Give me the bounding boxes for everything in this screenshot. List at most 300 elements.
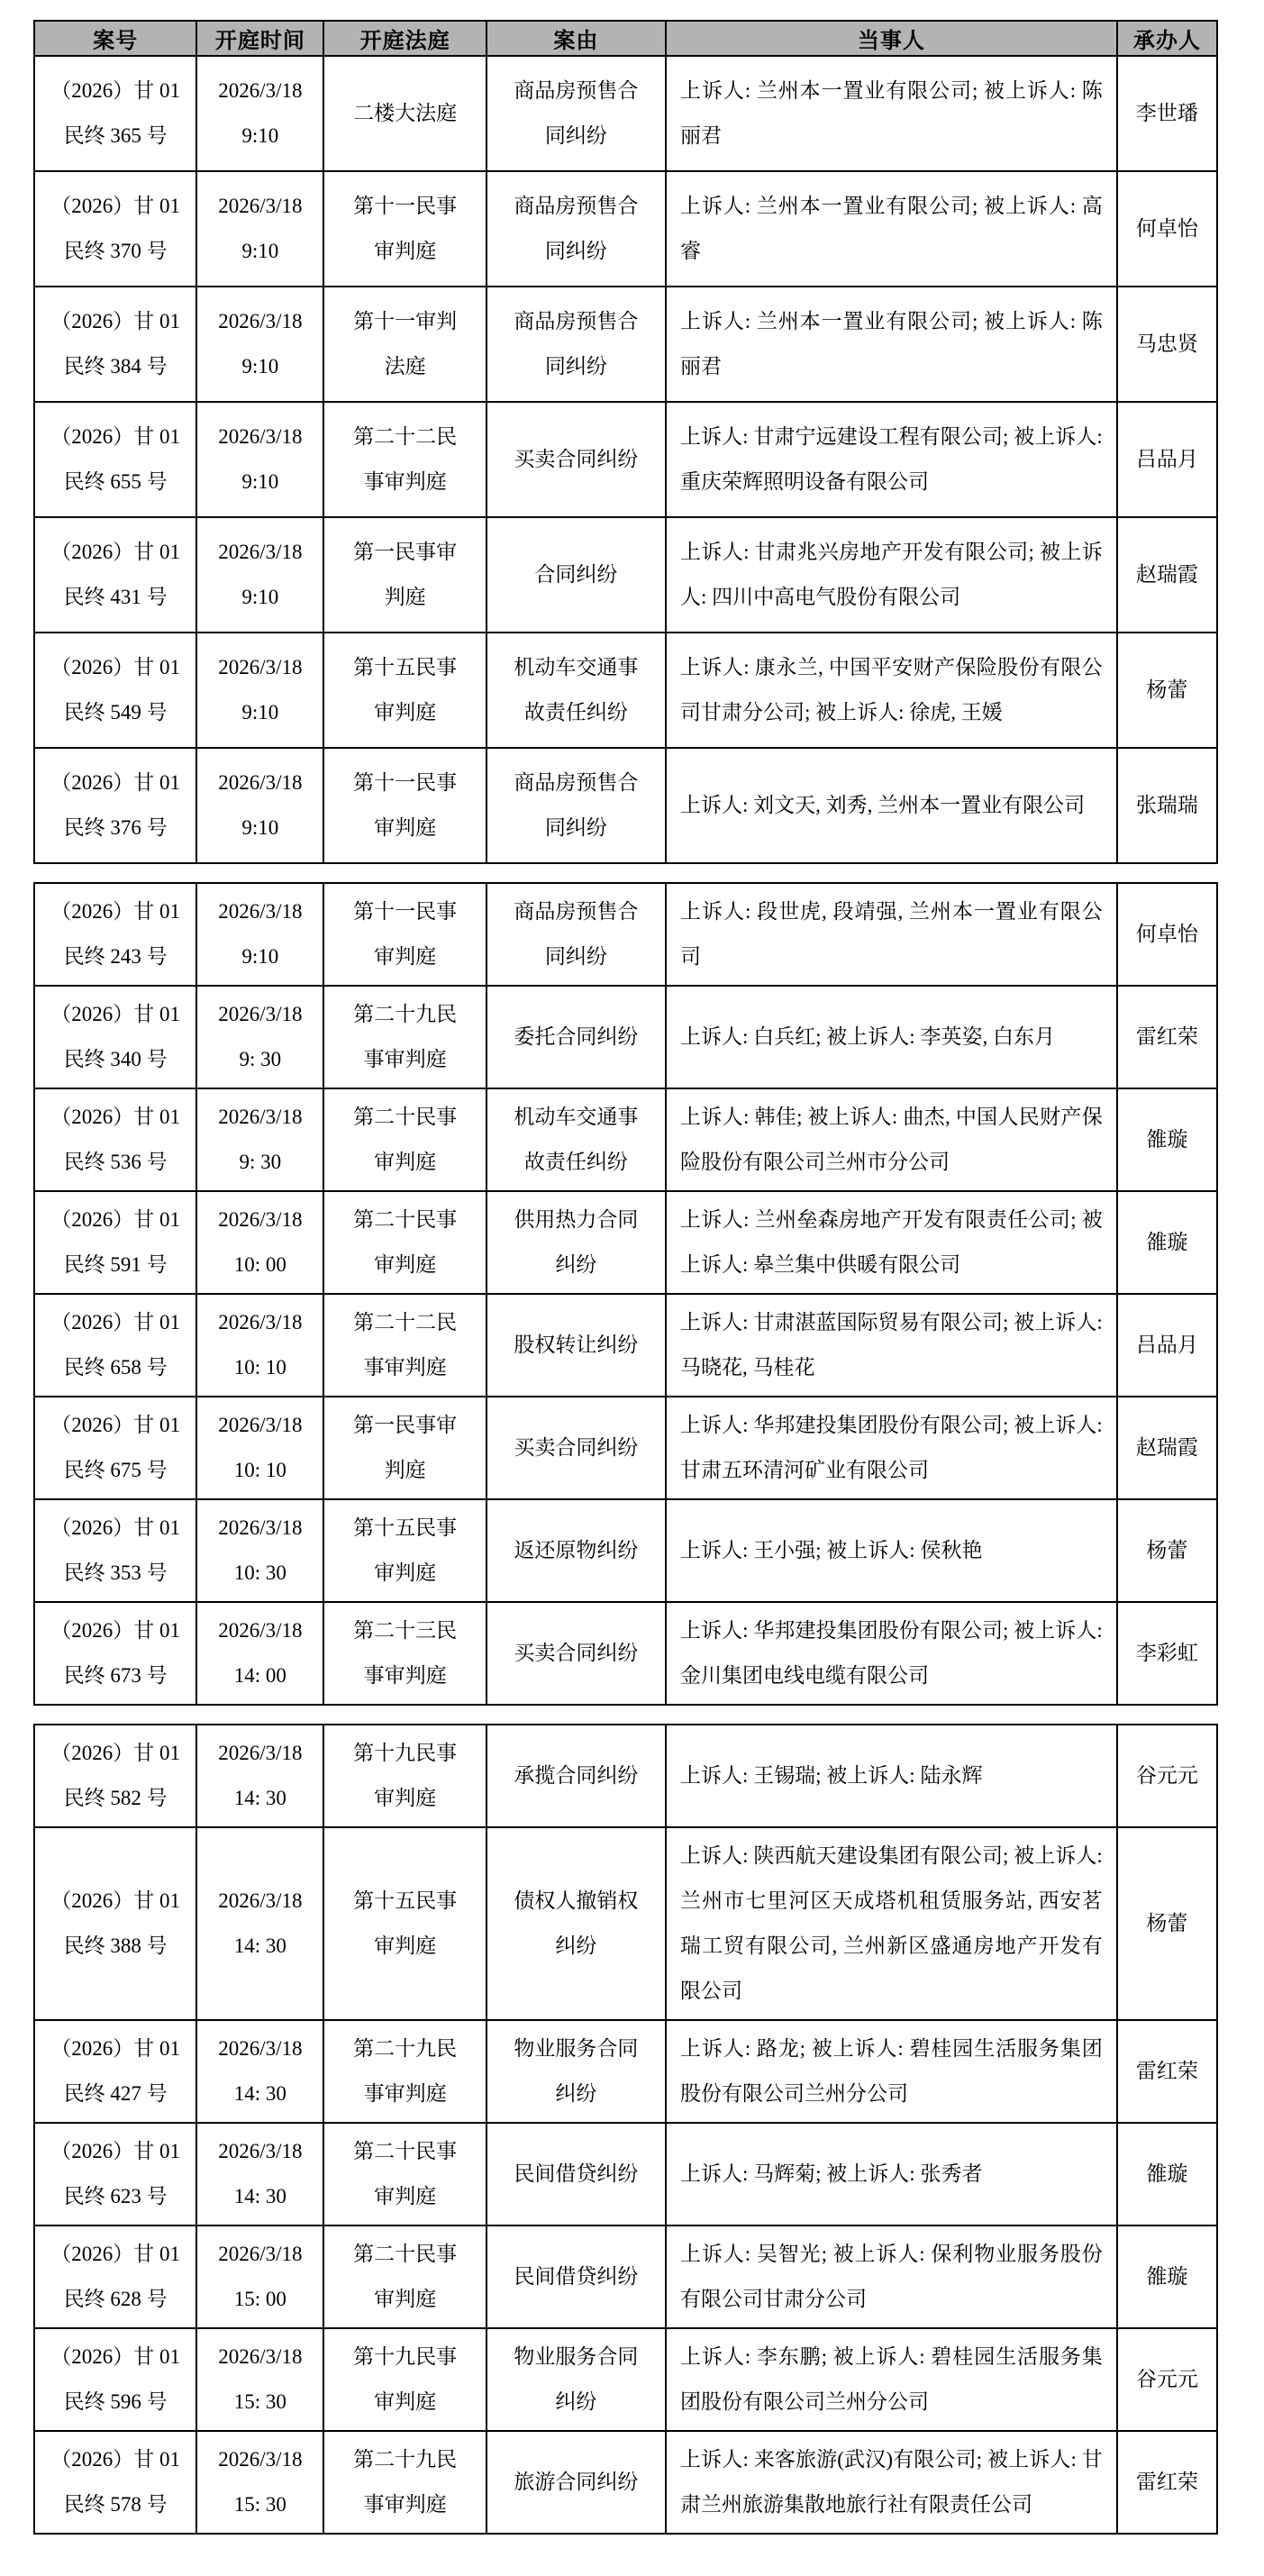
courtroom-text: 第一民事审判庭 (353, 1414, 458, 1481)
handler-cell: 杨蕾 (1117, 1499, 1217, 1602)
cause-of-action-text: 机动车交通事故责任纠纷 (514, 1106, 639, 1173)
hearing-time-cell (196, 1088, 323, 1191)
case-number-cell (34, 1294, 196, 1397)
cause-of-action-cell (487, 2328, 666, 2431)
case-number-cell (34, 1397, 196, 1499)
hearing-time-line: 15: 00 (233, 2288, 286, 2310)
courtroom-cell (323, 748, 486, 863)
table-body (34, 1725, 1217, 2534)
case-row (34, 1602, 1217, 1705)
courtroom-text: 第十九民事审判庭 (353, 1742, 458, 1809)
case-number-line: （2026）甘 01 (50, 2345, 180, 2368)
case-row (34, 402, 1217, 517)
case-number-line: 民终 370 号 (63, 240, 168, 262)
courtroom-cell (323, 1088, 486, 1191)
schedule-table-section-2 (33, 882, 1218, 1706)
hearing-time-line: 2026/3/18 (218, 1003, 303, 1025)
cause-of-action-text: 承揽合同纠纷 (514, 1764, 639, 1787)
schedule-table-section-3 (33, 1724, 1218, 2535)
cause-of-action-text: 民间借贷纠纷 (514, 2162, 639, 2185)
hearing-time-line: 2026/3/18 (218, 2345, 303, 2368)
case-number-cell (34, 1827, 196, 2020)
case-number-line: （2026）甘 01 (50, 1889, 180, 1912)
table-body (34, 883, 1217, 1705)
case-number-cell (34, 171, 196, 287)
handler-cell: 雒璇 (1117, 2226, 1217, 2328)
case-number-cell (34, 287, 196, 402)
cause-of-action-text: 供用热力合同纠纷 (514, 1208, 639, 1276)
parties-cell: 上诉人: 陕西航天建设集团有限公司; 被上诉人: 兰州市七里河区天成塔机租赁服务站, 西安茗瑞工贸有限公司, 兰州新区盛通房地产开发有限公司 (666, 1827, 1117, 2020)
courtroom-cell (323, 1499, 486, 1602)
case-row (34, 2226, 1217, 2328)
cause-of-action-text: 返还原物纠纷 (514, 1539, 639, 1561)
handler-cell: 赵瑞霞 (1117, 1397, 1217, 1499)
cause-of-action-text: 买卖合同纠纷 (514, 1642, 639, 1664)
table-header (34, 21, 1217, 56)
hearing-time-line: 2026/3/18 (218, 2448, 303, 2471)
hearing-time-line: 2026/3/18 (218, 1414, 303, 1436)
hearing-time-line: 2026/3/18 (218, 1106, 303, 1128)
case-number-line: 民终 582 号 (63, 1787, 168, 1809)
case-number-line: 民终 596 号 (63, 2390, 168, 2413)
courtroom-cell (323, 1827, 486, 2020)
column-header-case_no: 案号 (34, 21, 196, 56)
courtroom-text: 第十五民事审判庭 (353, 656, 458, 724)
courtroom-cell (323, 2328, 486, 2431)
cause-of-action-cell (487, 1397, 666, 1499)
case-number-line: （2026）甘 01 (50, 1106, 180, 1128)
case-number-line: 民终 365 号 (63, 124, 168, 147)
parties-cell: 上诉人: 韩佳; 被上诉人: 曲杰, 中国人民财产保险股份有限公司兰州市分公司 (666, 1088, 1117, 1191)
cause-of-action-cell (487, 883, 666, 986)
courtroom-text: 第二十二民事审判庭 (353, 425, 458, 493)
case-number-line: （2026）甘 01 (50, 900, 180, 923)
case-row (34, 1191, 1217, 1294)
courtroom-text: 第二十三民事审判庭 (353, 1619, 458, 1687)
hearing-time-cell (196, 2431, 323, 2534)
case-number-cell (34, 633, 196, 748)
hearing-time-line: 9:10 (241, 586, 279, 608)
cause-of-action-cell (487, 633, 666, 748)
handler-cell: 雒璇 (1117, 1088, 1217, 1191)
hearing-time-line: 2026/3/18 (218, 79, 303, 102)
cause-of-action-cell (487, 517, 666, 633)
handler-cell: 雷红荣 (1117, 2431, 1217, 2534)
courtroom-cell (323, 2020, 486, 2123)
hearing-time-cell (196, 56, 323, 171)
hearing-time-line: 2026/3/18 (218, 1516, 303, 1539)
case-number-cell (34, 1499, 196, 1602)
case-row (34, 1499, 1217, 1602)
parties-cell: 上诉人: 甘肃宁远建设工程有限公司; 被上诉人: 重庆荣辉照明设备有限公司 (666, 402, 1117, 517)
case-number-cell (34, 56, 196, 171)
hearing-time-cell (196, 986, 323, 1088)
hearing-time-line: 2026/3/18 (218, 656, 303, 678)
parties-cell: 上诉人: 王锡瑞; 被上诉人: 陆永辉 (666, 1725, 1117, 1827)
parties-cell: 上诉人: 李东鹏; 被上诉人: 碧桂园生活服务集团股份有限公司兰州分公司 (666, 2328, 1117, 2431)
case-number-cell (34, 2431, 196, 2534)
courtroom-text: 第十五民事审判庭 (353, 1889, 458, 1957)
handler-cell: 何卓怡 (1117, 883, 1217, 986)
case-number-line: （2026）甘 01 (50, 1208, 180, 1231)
courtroom-cell (323, 1294, 486, 1397)
hearing-time-line: 9:10 (241, 470, 279, 493)
hearing-time-cell (196, 2226, 323, 2328)
case-number-line: （2026）甘 01 (50, 2448, 180, 2471)
handler-cell: 马忠贤 (1117, 287, 1217, 402)
hearing-time-cell (196, 633, 323, 748)
case-number-line: 民终 591 号 (63, 1253, 168, 1276)
handler-cell: 雷红荣 (1117, 2020, 1217, 2123)
parties-cell: 上诉人: 马辉菊; 被上诉人: 张秀者 (666, 2123, 1117, 2226)
case-number-line: 民终 536 号 (63, 1151, 168, 1173)
hearing-time-cell (196, 1294, 323, 1397)
hearing-time-line: 9: 30 (239, 1048, 282, 1070)
case-number-cell (34, 2123, 196, 2226)
hearing-time-line: 9:10 (241, 240, 279, 262)
hearing-time-line: 9:10 (241, 124, 279, 147)
parties-cell: 上诉人: 吴智光; 被上诉人: 保利物业服务股份有限公司甘肃分公司 (666, 2226, 1117, 2328)
handler-cell: 谷元元 (1117, 2328, 1217, 2431)
hearing-time-line: 2026/3/18 (218, 425, 303, 448)
case-number-line: （2026）甘 01 (50, 1619, 180, 1642)
hearing-time-line: 2026/3/18 (218, 310, 303, 332)
courtroom-text: 第十一民事审判庭 (353, 195, 458, 262)
courtroom-text: 第二十二民事审判庭 (353, 1311, 458, 1379)
cause-of-action-cell (487, 1191, 666, 1294)
parties-cell: 上诉人: 甘肃湛蓝国际贸易有限公司; 被上诉人: 马晓花, 马桂花 (666, 1294, 1117, 1397)
hearing-time-line: 14: 30 (233, 2185, 286, 2207)
case-row (34, 2431, 1217, 2534)
courtroom-cell (323, 171, 486, 287)
courtroom-text: 第二十民事审判庭 (353, 2140, 458, 2207)
hearing-time-line: 14: 30 (233, 1787, 286, 1809)
cause-of-action-text: 商品房预售合同纠纷 (514, 771, 639, 839)
case-number-line: （2026）甘 01 (50, 2037, 180, 2060)
cause-of-action-text: 买卖合同纠纷 (514, 1436, 639, 1459)
handler-cell: 吕品月 (1117, 402, 1217, 517)
hearing-time-line: 2026/3/18 (218, 2037, 303, 2060)
case-row (34, 986, 1217, 1088)
case-number-line: 民终 243 号 (63, 945, 168, 968)
courtroom-text: 第二十民事审判庭 (353, 2243, 458, 2310)
cause-of-action-cell (487, 1088, 666, 1191)
parties-cell: 上诉人: 甘肃兆兴房地产开发有限公司; 被上诉人: 四川中高电气股份有限公司 (666, 517, 1117, 633)
cause-of-action-cell (487, 2020, 666, 2123)
case-number-line: （2026）甘 01 (50, 2243, 180, 2265)
courtroom-cell (323, 2123, 486, 2226)
case-number-cell (34, 883, 196, 986)
hearing-time-line: 9:10 (241, 945, 279, 968)
cause-of-action-cell (487, 1294, 666, 1397)
handler-cell: 张瑞瑞 (1117, 748, 1217, 863)
case-row (34, 2328, 1217, 2431)
cause-of-action-cell (487, 2431, 666, 2534)
hearing-time-cell (196, 517, 323, 633)
cause-of-action-text: 旅游合同纠纷 (514, 2471, 639, 2493)
cause-of-action-cell (487, 2226, 666, 2328)
case-number-line: 民终 675 号 (63, 1459, 168, 1481)
hearing-time-cell (196, 2328, 323, 2431)
case-number-line: （2026）甘 01 (50, 656, 180, 678)
column-header-handler: 承办人 (1117, 21, 1217, 56)
case-number-line: （2026）甘 01 (50, 79, 180, 102)
cause-of-action-text: 合同纠纷 (534, 563, 618, 586)
hearing-time-line: 2026/3/18 (218, 1742, 303, 1764)
hearing-time-line: 10: 10 (233, 1459, 286, 1481)
parties-cell: 上诉人: 华邦建投集团股份有限公司; 被上诉人: 金川集团电线电缆有限公司 (666, 1602, 1117, 1705)
courtroom-cell (323, 287, 486, 402)
handler-cell: 李彩虹 (1117, 1602, 1217, 1705)
handler-cell: 杨蕾 (1117, 633, 1217, 748)
parties-cell: 上诉人: 兰州本一置业有限公司; 被上诉人: 陈丽君 (666, 56, 1117, 171)
cause-of-action-cell (487, 1602, 666, 1705)
courtroom-text: 第十五民事审判庭 (353, 1516, 458, 1584)
case-number-line: （2026）甘 01 (50, 1516, 180, 1539)
hearing-time-line: 14: 30 (233, 2082, 286, 2105)
cause-of-action-cell (487, 2123, 666, 2226)
cause-of-action-cell (487, 986, 666, 1088)
case-row (34, 1088, 1217, 1191)
cause-of-action-text: 物业服务合同纠纷 (514, 2037, 639, 2105)
case-number-line: 民终 353 号 (63, 1561, 168, 1584)
cause-of-action-text: 商品房预售合同纠纷 (514, 195, 639, 262)
case-number-line: （2026）甘 01 (50, 310, 180, 332)
handler-cell: 杨蕾 (1117, 1827, 1217, 2020)
column-header-cause: 案由 (487, 21, 666, 56)
cause-of-action-text: 商品房预售合同纠纷 (514, 79, 639, 147)
case-row (34, 633, 1217, 748)
case-row (34, 56, 1217, 171)
case-number-line: 民终 658 号 (63, 1356, 168, 1379)
case-number-line: 民终 623 号 (63, 2185, 168, 2207)
courtroom-cell (323, 1725, 486, 1827)
courtroom-text: 第十一审判法庭 (353, 310, 458, 378)
courtroom-text: 第二十民事审判庭 (353, 1208, 458, 1276)
courtroom-cell (323, 986, 486, 1088)
hearing-time-line: 9: 30 (239, 1151, 282, 1173)
case-number-line: （2026）甘 01 (50, 1414, 180, 1436)
parties-cell: 上诉人: 华邦建投集团股份有限公司; 被上诉人: 甘肃五环清河矿业有限公司 (666, 1397, 1117, 1499)
column-header-time: 开庭时间 (196, 21, 323, 56)
hearing-time-line: 2026/3/18 (218, 1619, 303, 1642)
hearing-time-cell (196, 1499, 323, 1602)
case-number-line: 民终 427 号 (63, 2082, 168, 2105)
case-number-cell (34, 748, 196, 863)
cause-of-action-text: 委托合同纠纷 (514, 1025, 639, 1048)
hearing-time-cell (196, 748, 323, 863)
case-row (34, 748, 1217, 863)
parties-cell: 上诉人: 兰州本一置业有限公司; 被上诉人: 陈丽君 (666, 287, 1117, 402)
hearing-time-line: 9:10 (241, 701, 279, 724)
hearing-time-cell (196, 1191, 323, 1294)
case-number-cell (34, 2328, 196, 2431)
parties-cell: 上诉人: 兰州本一置业有限公司; 被上诉人: 高睿 (666, 171, 1117, 287)
hearing-time-line: 2026/3/18 (218, 771, 303, 794)
case-number-line: （2026）甘 01 (50, 425, 180, 448)
hearing-time-line: 2026/3/18 (218, 2243, 303, 2265)
case-number-cell (34, 2020, 196, 2123)
hearing-time-line: 15: 30 (233, 2493, 286, 2516)
cause-of-action-text: 物业服务合同纠纷 (514, 2345, 639, 2413)
hearing-time-line: 15: 30 (233, 2390, 286, 2413)
case-number-line: 民终 388 号 (63, 1934, 168, 1957)
courtroom-cell (323, 2226, 486, 2328)
parties-cell: 上诉人: 来客旅游(武汉)有限公司; 被上诉人: 甘肃兰州旅游集散地旅行社有限责任公司 (666, 2431, 1117, 2534)
hearing-time-line: 2026/3/18 (218, 900, 303, 923)
courtroom-cell (323, 56, 486, 171)
case-number-line: 民终 655 号 (63, 470, 168, 493)
hearing-time-cell (196, 2020, 323, 2123)
courtroom-text: 第二十九民事审判庭 (353, 1003, 458, 1070)
courtroom-cell (323, 883, 486, 986)
case-number-cell (34, 986, 196, 1088)
handler-cell: 雒璇 (1117, 2123, 1217, 2226)
hearing-time-cell (196, 1827, 323, 2020)
case-number-line: （2026）甘 01 (50, 1311, 180, 1334)
cause-of-action-cell (487, 1827, 666, 2020)
case-row (34, 517, 1217, 633)
courtroom-text: 第一民事审判庭 (353, 541, 458, 608)
courtroom-cell (323, 517, 486, 633)
case-number-line: （2026）甘 01 (50, 2140, 180, 2162)
case-number-line: 民终 628 号 (63, 2288, 168, 2310)
courtroom-text: 第二十九民事审判庭 (353, 2037, 458, 2105)
courtroom-text: 第二十民事审判庭 (353, 1106, 458, 1173)
parties-cell: 上诉人: 路龙; 被上诉人: 碧桂园生活服务集团股份有限公司兰州分公司 (666, 2020, 1117, 2123)
cause-of-action-cell (487, 1499, 666, 1602)
case-number-line: 民终 578 号 (63, 2493, 168, 2516)
hearing-time-cell (196, 2123, 323, 2226)
parties-cell: 上诉人: 段世虎, 段靖强, 兰州本一置业有限公司 (666, 883, 1117, 986)
case-number-cell (34, 402, 196, 517)
case-number-line: （2026）甘 01 (50, 1003, 180, 1025)
hearing-time-line: 10: 10 (233, 1356, 286, 1379)
cause-of-action-text: 商品房预售合同纠纷 (514, 900, 639, 968)
case-row (34, 1397, 1217, 1499)
hearing-time-line: 10: 30 (233, 1561, 286, 1584)
parties-cell: 上诉人: 兰州垒森房地产开发有限责任公司; 被上诉人: 皋兰集中供暖有限公司 (666, 1191, 1117, 1294)
parties-cell: 上诉人: 王小强; 被上诉人: 侯秋艳 (666, 1499, 1117, 1602)
header-row (34, 21, 1217, 56)
cause-of-action-cell (487, 748, 666, 863)
courtroom-cell (323, 2431, 486, 2534)
handler-cell: 吕品月 (1117, 1294, 1217, 1397)
courtroom-text: 第二十九民事审判庭 (353, 2448, 458, 2516)
case-number-line: 民终 549 号 (63, 701, 168, 724)
hearing-time-line: 14: 00 (233, 1664, 286, 1687)
cause-of-action-text: 买卖合同纠纷 (514, 448, 639, 470)
handler-cell: 雒璇 (1117, 1191, 1217, 1294)
cause-of-action-text: 商品房预售合同纠纷 (514, 310, 639, 378)
case-number-line: （2026）甘 01 (50, 195, 180, 217)
case-number-cell (34, 1602, 196, 1705)
case-row (34, 1827, 1217, 2020)
cause-of-action-text: 民间借贷纠纷 (514, 2265, 639, 2288)
cause-of-action-cell (487, 56, 666, 171)
case-number-line: 民终 340 号 (63, 1048, 168, 1070)
case-row (34, 171, 1217, 287)
handler-cell: 谷元元 (1117, 1725, 1217, 1827)
handler-cell: 赵瑞霞 (1117, 517, 1217, 633)
hearing-time-cell (196, 1725, 323, 1827)
hearing-time-line: 2026/3/18 (218, 1208, 303, 1231)
case-number-line: （2026）甘 01 (50, 1742, 180, 1764)
hearing-time-cell (196, 883, 323, 986)
case-row (34, 883, 1217, 986)
case-number-line: 民终 431 号 (63, 586, 168, 608)
courtroom-cell (323, 402, 486, 517)
column-header-court: 开庭法庭 (323, 21, 486, 56)
cause-of-action-text: 机动车交通事故责任纠纷 (514, 656, 639, 724)
cause-of-action-cell (487, 1725, 666, 1827)
cause-of-action-cell (487, 171, 666, 287)
courtroom-cell (323, 1397, 486, 1499)
courtroom-text: 第十九民事审判庭 (353, 2345, 458, 2413)
case-number-line: 民终 376 号 (63, 816, 168, 839)
parties-cell: 上诉人: 康永兰, 中国平安财产保险股份有限公司甘肃分公司; 被上诉人: 徐虎, 王媛 (666, 633, 1117, 748)
handler-cell: 何卓怡 (1117, 171, 1217, 287)
case-number-line: 民终 673 号 (63, 1664, 168, 1687)
cause-of-action-cell (487, 402, 666, 517)
handler-cell: 李世璠 (1117, 56, 1217, 171)
parties-cell: 上诉人: 刘文天, 刘秀, 兰州本一置业有限公司 (666, 748, 1117, 863)
case-row (34, 2020, 1217, 2123)
hearing-time-cell (196, 402, 323, 517)
courtroom-text: 二楼大法庭 (353, 102, 458, 124)
courtroom-cell (323, 1191, 486, 1294)
case-row (34, 2123, 1217, 2226)
table-body (34, 56, 1217, 863)
cause-of-action-text: 债权人撤销权纠纷 (514, 1889, 639, 1957)
case-number-line: 民终 384 号 (63, 355, 168, 378)
courtroom-cell (323, 1602, 486, 1705)
hearing-time-line: 2026/3/18 (218, 1311, 303, 1334)
case-number-line: （2026）甘 01 (50, 541, 180, 563)
case-number-cell (34, 517, 196, 633)
courtroom-text: 第十一民事审判庭 (353, 771, 458, 839)
handler-cell: 雷红荣 (1117, 986, 1217, 1088)
case-number-cell (34, 1191, 196, 1294)
schedule-table-section-1 (33, 20, 1218, 864)
hearing-time-line: 14: 30 (233, 1934, 286, 1957)
courtroom-cell (323, 633, 486, 748)
hearing-time-cell (196, 1397, 323, 1499)
courtroom-text: 第十一民事审判庭 (353, 900, 458, 968)
hearing-time-line: 9:10 (241, 355, 279, 378)
case-number-line: （2026）甘 01 (50, 771, 180, 794)
case-row (34, 1725, 1217, 1827)
case-number-cell (34, 1088, 196, 1191)
hearing-time-cell (196, 287, 323, 402)
case-number-cell (34, 2226, 196, 2328)
hearing-time-line: 2026/3/18 (218, 195, 303, 217)
case-row (34, 287, 1217, 402)
case-row (34, 1294, 1217, 1397)
hearing-time-line: 10: 00 (233, 1253, 286, 1276)
hearing-time-cell (196, 1602, 323, 1705)
cause-of-action-text: 股权转让纠纷 (514, 1334, 639, 1356)
hearing-time-line: 2026/3/18 (218, 2140, 303, 2162)
parties-cell: 上诉人: 白兵红; 被上诉人: 李英姿, 白东月 (666, 986, 1117, 1088)
hearing-time-line: 9:10 (241, 816, 279, 839)
hearing-time-line: 2026/3/18 (218, 1889, 303, 1912)
hearing-time-line: 2026/3/18 (218, 541, 303, 563)
cause-of-action-cell (487, 287, 666, 402)
case-number-cell (34, 1725, 196, 1827)
hearing-time-cell (196, 171, 323, 287)
column-header-parties: 当事人 (666, 21, 1117, 56)
